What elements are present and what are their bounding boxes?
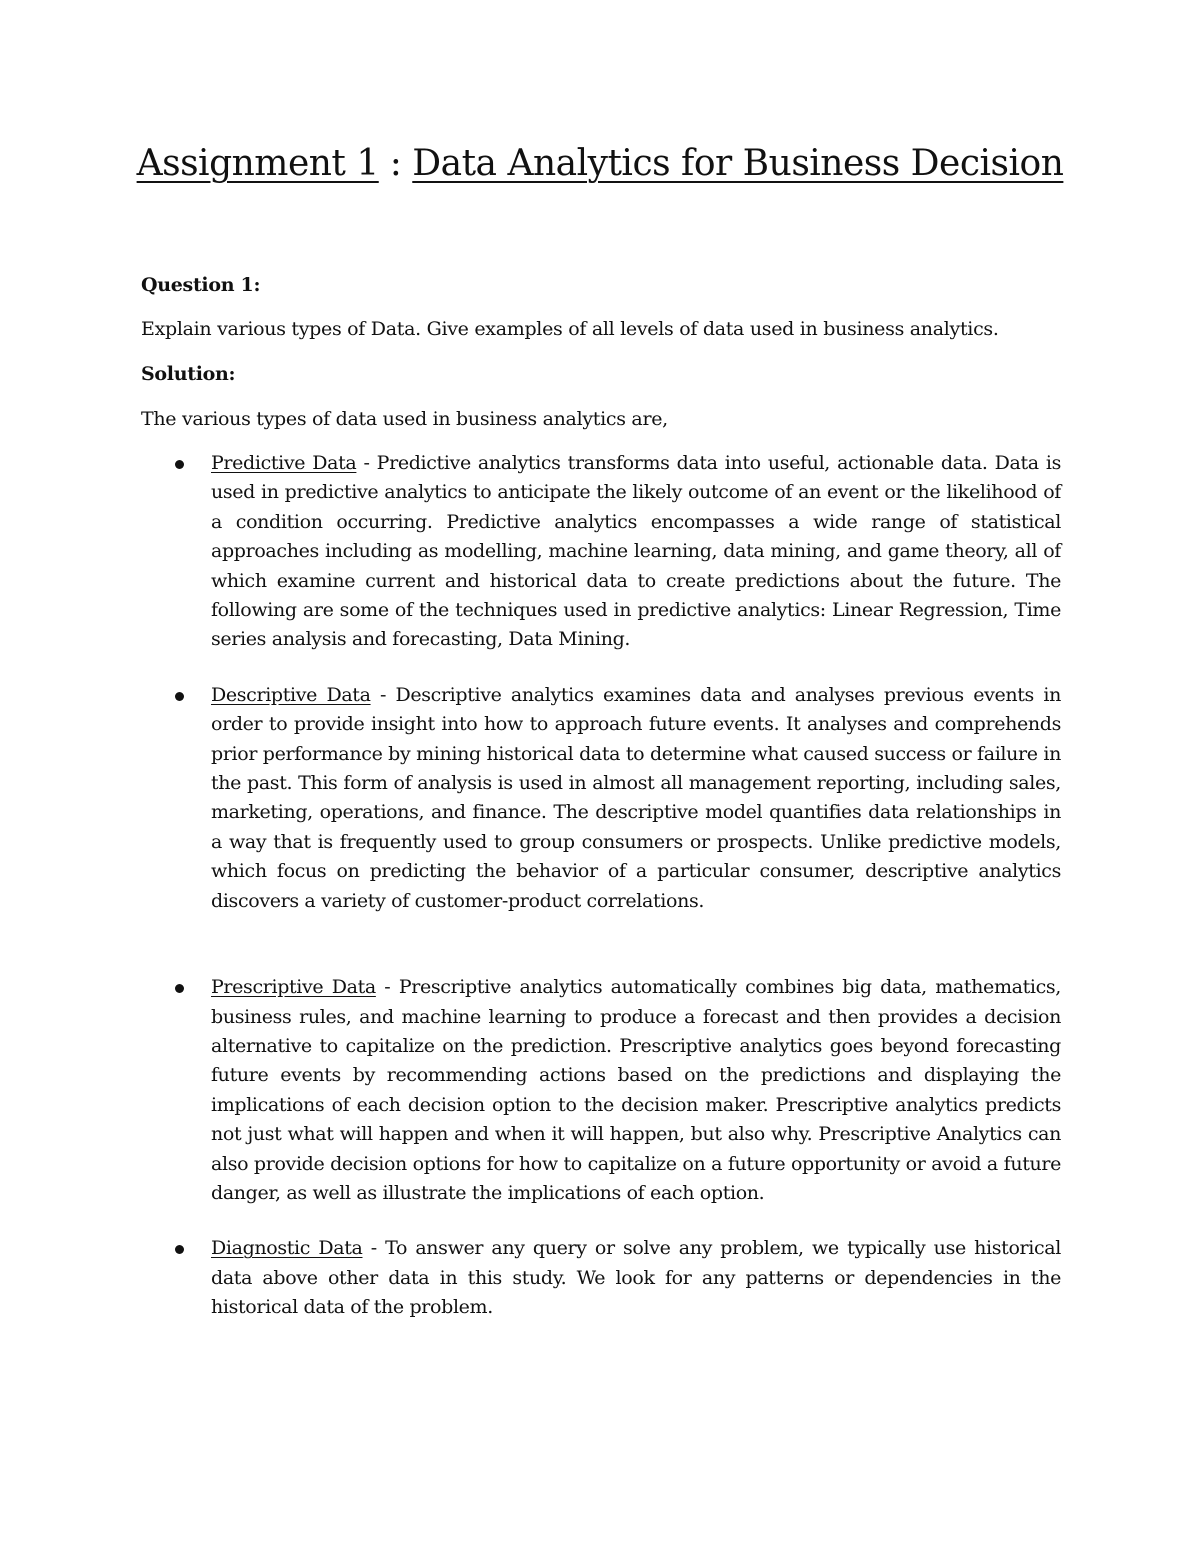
item-text-diagnostic: To answer any query or solve any problem, we typically use historical data above other data in this study. We look for any patterns or dependencies in the historical data of the problem. xyxy=(211,1237,1061,1319)
bullet-icon xyxy=(175,692,184,701)
list-item-diagnostic xyxy=(141,1234,1061,1322)
term-separator: - xyxy=(375,976,399,999)
term-separator: - xyxy=(362,1237,386,1260)
title-separator: : xyxy=(378,143,413,184)
question-label: Question 1: xyxy=(141,274,261,296)
page-title xyxy=(0,140,1200,188)
term-separator: - xyxy=(370,683,396,706)
bullet-icon xyxy=(175,1245,184,1254)
bullet-icon xyxy=(175,984,184,993)
solution-label: Solution: xyxy=(141,363,236,385)
title-subject: Data Analytics for Business Decision xyxy=(412,143,1064,184)
term-diagnostic: Diagnostic Data xyxy=(211,1237,363,1260)
list-item-prescriptive xyxy=(141,973,1061,1208)
list-item-descriptive xyxy=(141,681,1061,916)
term-predictive: Predictive Data xyxy=(211,452,357,474)
term-prescriptive: Prescriptive Data xyxy=(211,976,376,999)
term-separator: - xyxy=(356,452,377,474)
item-text-predictive: Predictive analytics transforms data into useful, actionable data. Data is used in predictive analytics to anticipate the likely outcome of an event or the likelihood of a condition occurring. Predictive analytics encompasses a wide range of statistical approaches including as modelling, machine learning, data mining, and game theory, all of which examine current and historical data to create predictions about the future. The following are some of the techniques used in predictive analytics: Linear Regression, Time series analysis and forecasting, Data Mining. xyxy=(211,452,1061,651)
question-text: Explain various types of Data. Give examples of all levels of data used in business analytics. xyxy=(141,318,999,340)
title-assignment: Assignment 1 xyxy=(136,143,379,184)
list-item-predictive xyxy=(141,449,1061,655)
item-text-prescriptive: Prescriptive analytics automatically combines big data, mathematics, business rules, and machine learning to produce a forecast and then provides a decision alternative to capitalize on the prediction. Prescriptive analytics goes beyond forecasting future events by recommending actions based on the predictions and displaying the implications of each decision option to the decision maker. Prescriptive analytics predicts not just what will happen and when it will happen, but also why. Prescriptive Analytics can also provide decision options for how to capitalize on a future opportunity or avoid a future danger, as well as illustrate the implications of each option. xyxy=(211,976,1061,1204)
bullet-icon xyxy=(175,460,184,469)
intro-text: The various types of data used in business analytics are, xyxy=(141,408,668,430)
data-types-list xyxy=(141,449,1061,1323)
term-descriptive: Descriptive Data xyxy=(211,683,371,706)
item-text-descriptive: Descriptive analytics examines data and analyses previous events in order to provide insight into how to approach future events. It analyses and comprehends prior performance by mining historical data to determine what caused success or failure in the past. This form of analysis is used in almost all management reporting, including sales, marketing, operations, and finance. The descriptive model quantifies data relationships in a way that is frequently used to group consumers or prospects. Unlike predictive models, which focus on predicting the behavior of a particular consumer, descriptive analytics discovers a variety of customer-product correlations. xyxy=(211,683,1061,912)
